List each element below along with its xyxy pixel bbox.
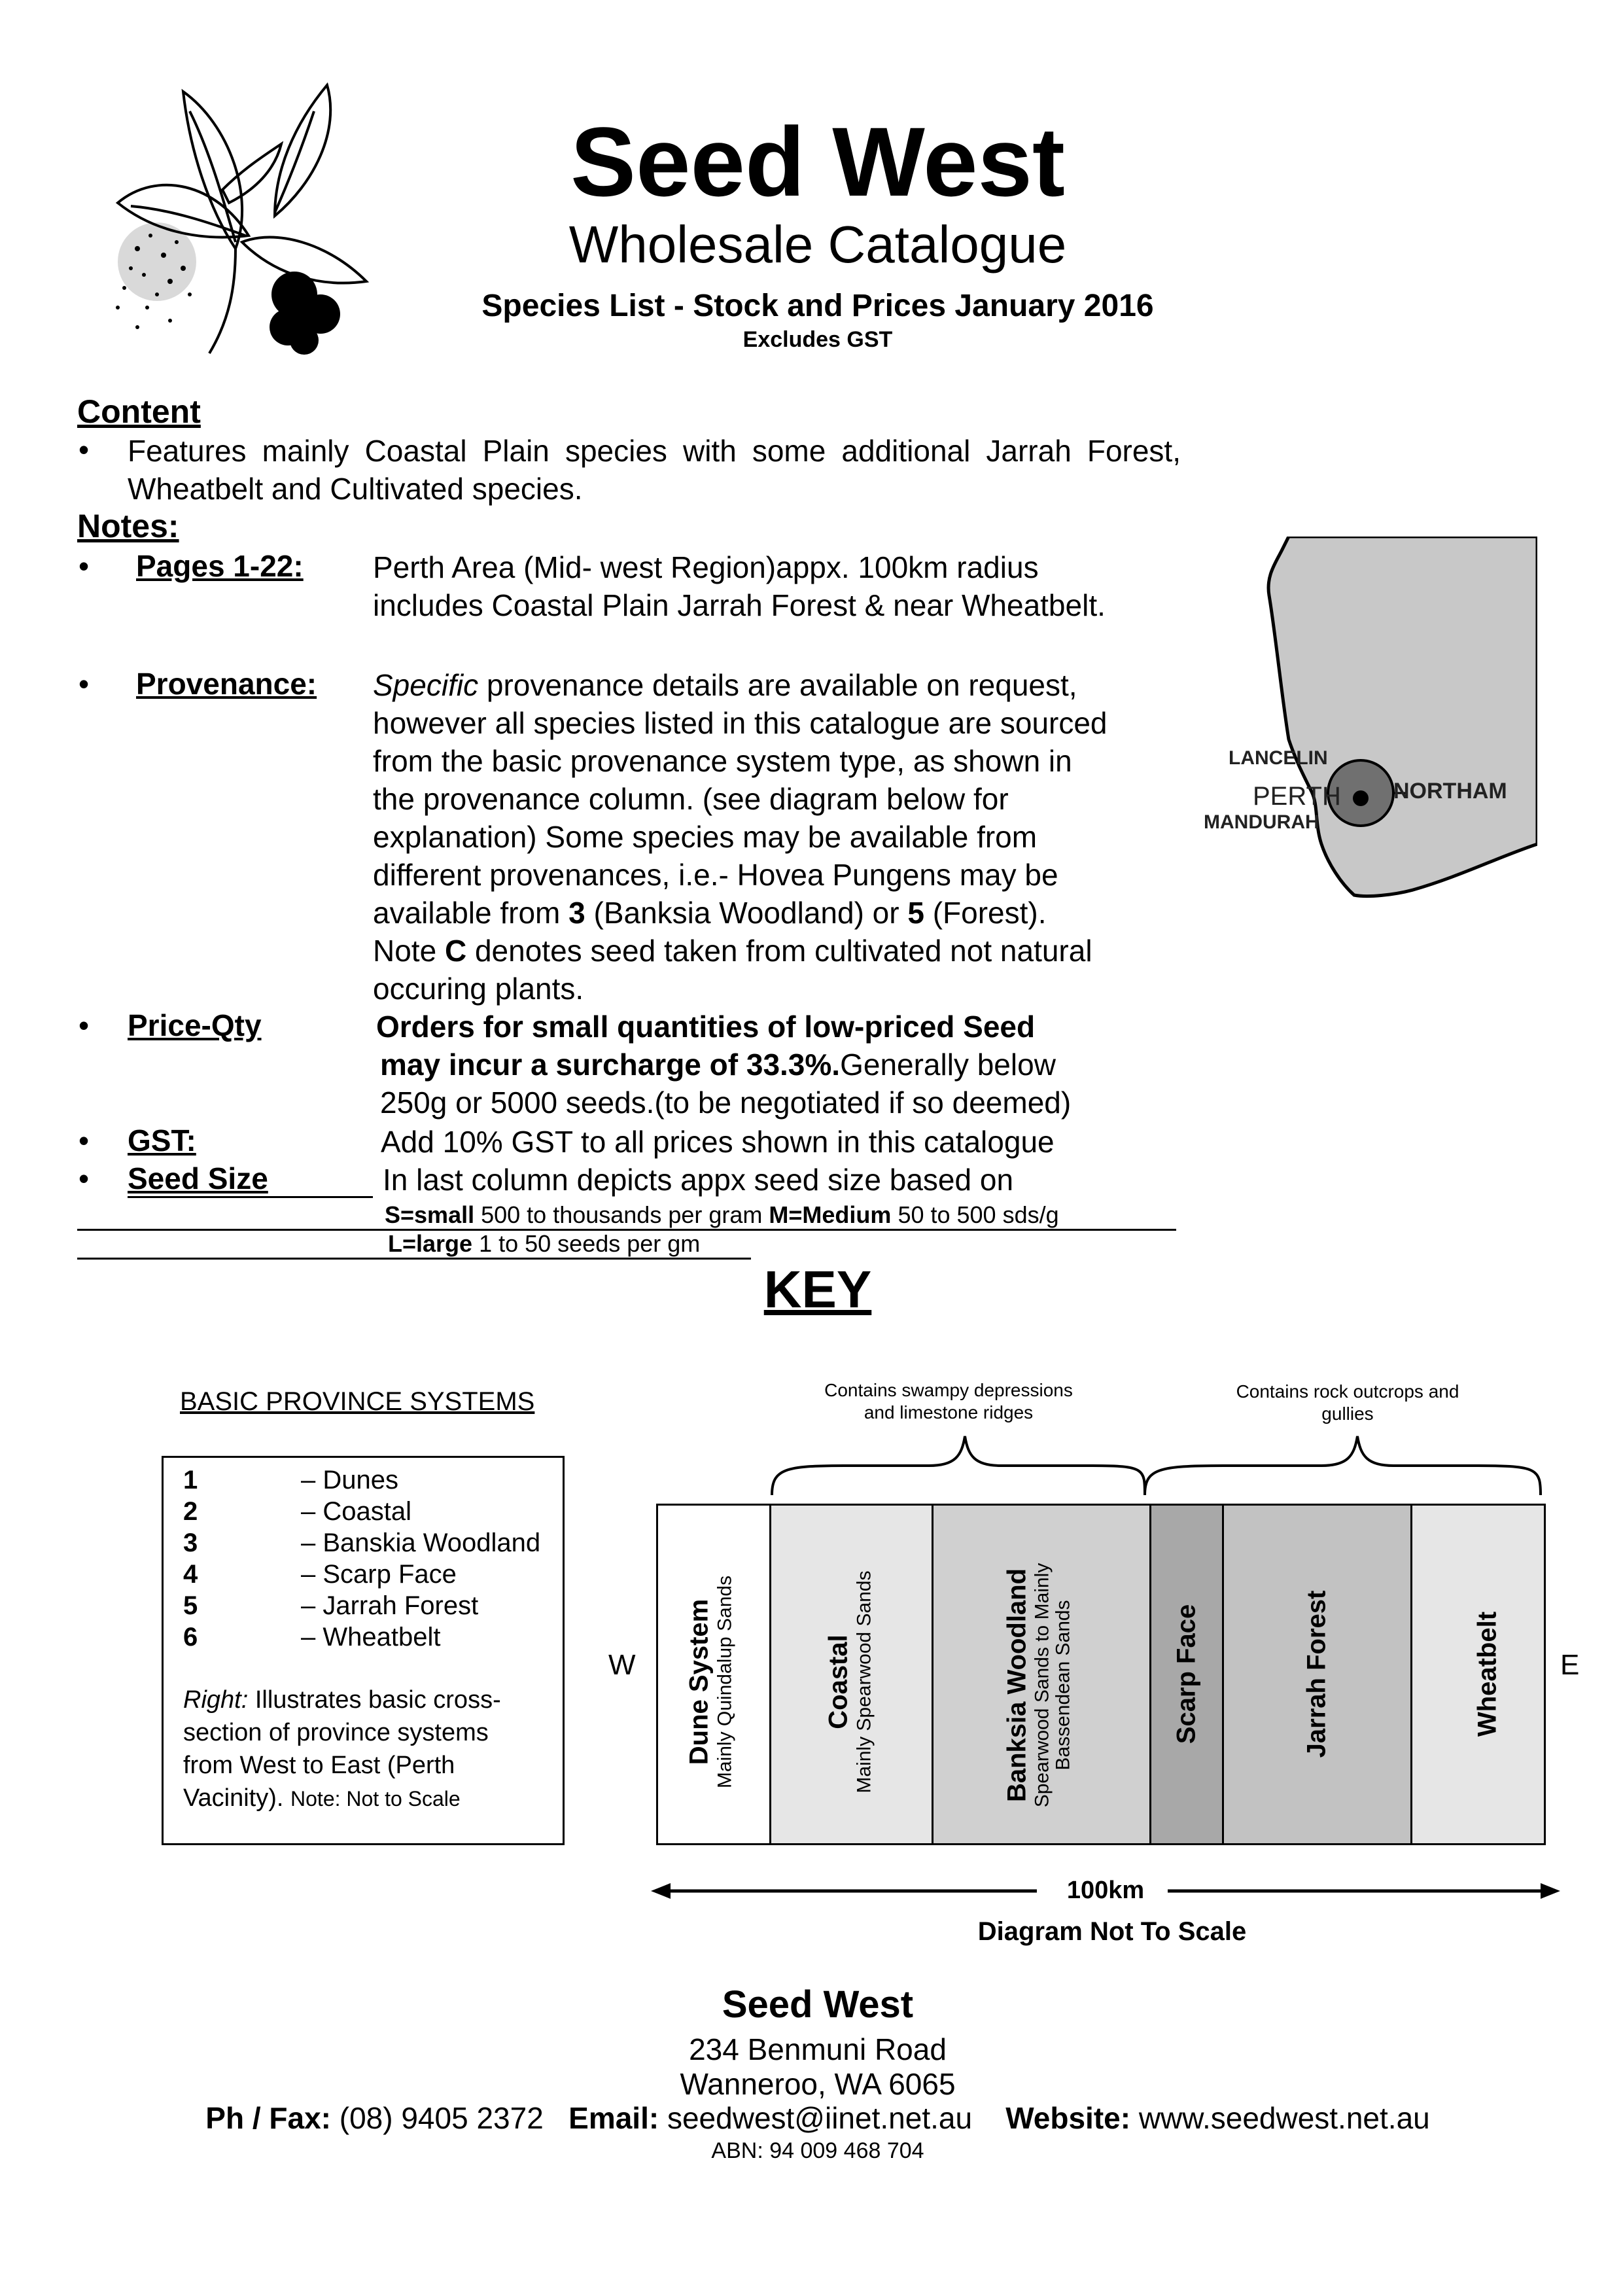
zone-banksia-woodland (934, 1506, 1151, 1843)
map-label-lancelin: LANCELIN (1229, 747, 1328, 769)
west-label: W (608, 1649, 636, 1681)
legend-description: Right: Illustrates basic cross- section of province systems from West to East (Perth Vacinity). Note: Not to Scale (183, 1686, 501, 1812)
zone-coastal (771, 1506, 934, 1843)
map-label-mandurah: MANDURAH (1204, 811, 1319, 833)
legend-item: 4 – Scarp Face (183, 1560, 457, 1589)
east-label: E (1560, 1649, 1580, 1681)
legend-heading: BASIC PROVINCE SYSTEMS (180, 1387, 535, 1416)
seed-size-small-medium: S=small 500 to thousands per gram M=Medium 50 to 500 sds/g (77, 1201, 1176, 1231)
legend-box (162, 1456, 565, 1845)
pages-line2: includes Coastal Plain Jarrah Forest & near Wheatbelt. (373, 588, 1106, 622)
coastline-map-icon (1197, 537, 1537, 903)
key-heading: KEY (763, 1260, 872, 1318)
footer-contact: Ph / Fax: (08) 9405 2372 Email: seedwest@iinet.net.au Website: www.seedwest.net.au (205, 2101, 1430, 2135)
scale-label: 100km (1066, 1877, 1145, 1904)
footer-company-name: Seed West (722, 1983, 914, 2026)
seed-size-label: Seed Size (128, 1161, 373, 1198)
cross-section-diagram (656, 1504, 1546, 1845)
eucalyptus-logo-icon (79, 72, 393, 373)
legend-item: 5 – Jarrah Forest (183, 1591, 479, 1620)
brace-caption-rock: Contains rock outcrops and gullies (1236, 1381, 1459, 1424)
bullet-icon: • (79, 549, 90, 583)
seed-size-large: L=large 1 to 50 seeds per gm (77, 1230, 751, 1260)
brace-caption-swampy: Contains swampy depressions and limestone ridges (824, 1380, 1073, 1422)
zone-labels: Wheatbelt (1473, 1611, 1502, 1737)
region-map (1197, 537, 1537, 903)
legend-item: 2 – Coastal (183, 1497, 411, 1526)
footer-abn: ABN: 94 009 468 704 (711, 2138, 924, 2163)
scale-note: Diagram Not To Scale (977, 1917, 1247, 1946)
brace-icons (765, 1430, 1550, 1502)
zone-labels: Banksia Woodland Spearwood Sands to Mainly Bassendean Sands (1002, 1563, 1074, 1808)
pages-label: Pages 1-22: (136, 549, 304, 583)
zone-labels: Jarrah Forest (1302, 1590, 1331, 1758)
seed-size-text: In last column depicts appx seed size based on (383, 1163, 1014, 1197)
legend-item: 3 – Banskia Woodland (183, 1528, 541, 1557)
gst-excluded-note: Excludes GST (742, 327, 893, 352)
provenance-label: Provenance: (136, 667, 317, 701)
footer-address2: Wanneroo, WA 6065 (680, 2067, 956, 2101)
zone-labels: Dune System Mainly Quindalup Sands (684, 1575, 736, 1789)
page-subtitle: Wholesale Catalogue (568, 215, 1067, 274)
species-line: Species List - Stock and Prices January 2016 (481, 289, 1154, 323)
zone-labels: Scarp Face (1172, 1604, 1201, 1744)
notes-heading: Notes: (77, 508, 179, 544)
zone-labels: Coastal Mainly Spearwood Sands (824, 1570, 875, 1793)
bullet-icon: • (79, 1161, 90, 1195)
email-link[interactable]: seedwest@iinet.net.au (667, 2101, 973, 2135)
zone-scarp-face (1151, 1506, 1224, 1843)
gst-label: GST: (128, 1123, 196, 1157)
map-label-northam: NORTHAM (1393, 779, 1507, 804)
bullet-icon: • (79, 1008, 90, 1042)
page-title: Seed West (570, 107, 1065, 217)
bullet-icon: • (79, 667, 90, 701)
legend-item: 1 – Dunes (183, 1466, 398, 1494)
pages-line1: Perth Area (Mid- west Region)appx. 100km radius (373, 550, 1039, 584)
legend-item: 6 – Wheatbelt (183, 1623, 441, 1651)
gst-text: Add 10% GST to all prices shown in this catalogue (381, 1125, 1055, 1159)
bullet-icon: • (79, 433, 90, 467)
zone-jarrah-forest (1224, 1506, 1412, 1843)
content-heading: Content (77, 393, 201, 430)
zone-dune-system (658, 1506, 771, 1843)
provenance-text: Specific provenance details are available on request, however all species listed in this catalogue are sourced from the basic provenance system type, as shown in the provenance column. (see diagram below for explanation) Some species may be available from different provenances, i.e.- Hovea Pungens may be available from 3 (Banksia Woodland) or 5 (Forest). Note C denotes seed taken from cultivated not natural occuring plants. (373, 668, 1108, 1006)
bullet-icon: • (79, 1123, 90, 1157)
price-qty-label: Price-Qty (128, 1008, 262, 1042)
zone-wheatbelt (1412, 1506, 1544, 1843)
map-label-perth: PERTH (1253, 782, 1341, 811)
content-bullet: Features mainly Coastal Plain species with some additional Jarrah Forest, Wheatbelt and Cultivated species. (128, 434, 1181, 506)
website-link[interactable]: www.seedwest.net.au (1138, 2101, 1430, 2135)
footer-address1: 234 Benmuni Road (689, 2032, 947, 2066)
price-qty-text: Orders for small quantities of low-priced Seed may incur a surcharge of 33.3%.Generally below 250g or 5000 seeds.(to be negotiated if so deemed) (376, 1010, 1072, 1120)
